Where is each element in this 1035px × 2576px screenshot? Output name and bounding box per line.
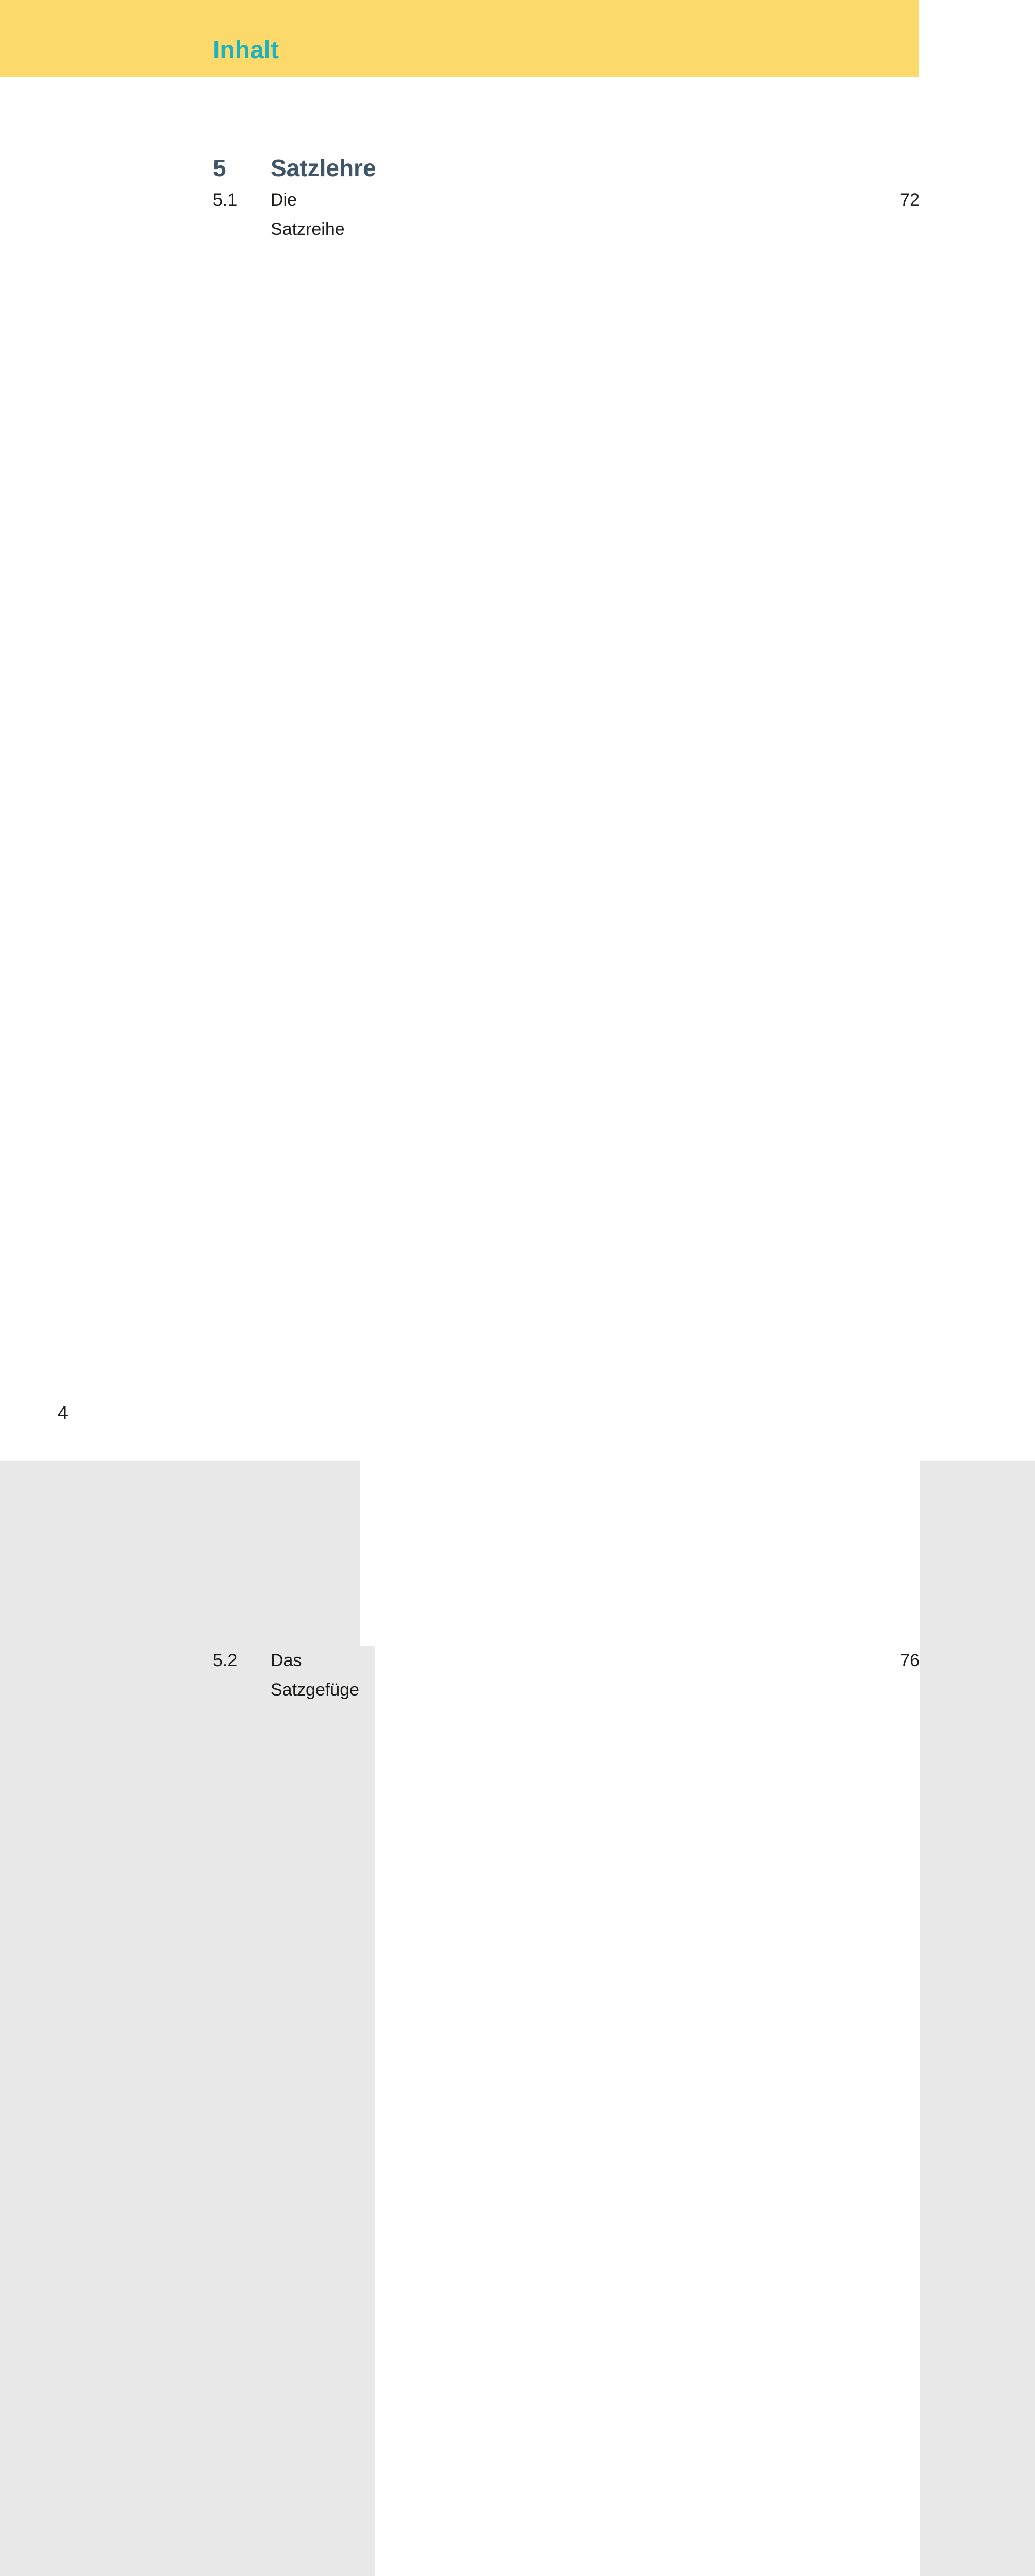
section-title: Satzlehre — [271, 155, 376, 181]
toc-section — [213, 152, 920, 2576]
section-heading — [213, 152, 920, 184]
toc-sections — [213, 152, 920, 2576]
toc-entry — [213, 185, 920, 1646]
entry-title: Das Satzgefüge — [271, 1651, 360, 1700]
folio-page-number: 4 — [58, 1402, 69, 1423]
entry-page-number: 76 — [375, 1646, 920, 2576]
toc — [213, 77, 920, 2576]
section-number: 5 — [213, 155, 226, 181]
entry-number: 5.1 — [213, 190, 238, 210]
page-title: Inhalt — [213, 37, 279, 64]
toc-entry — [213, 1646, 920, 2576]
entry-number: 5.2 — [213, 1651, 238, 1670]
entry-page-number: 72 — [360, 185, 920, 1646]
entry-title: Die Satzreihe — [271, 190, 345, 239]
header-band — [0, 0, 919, 77]
